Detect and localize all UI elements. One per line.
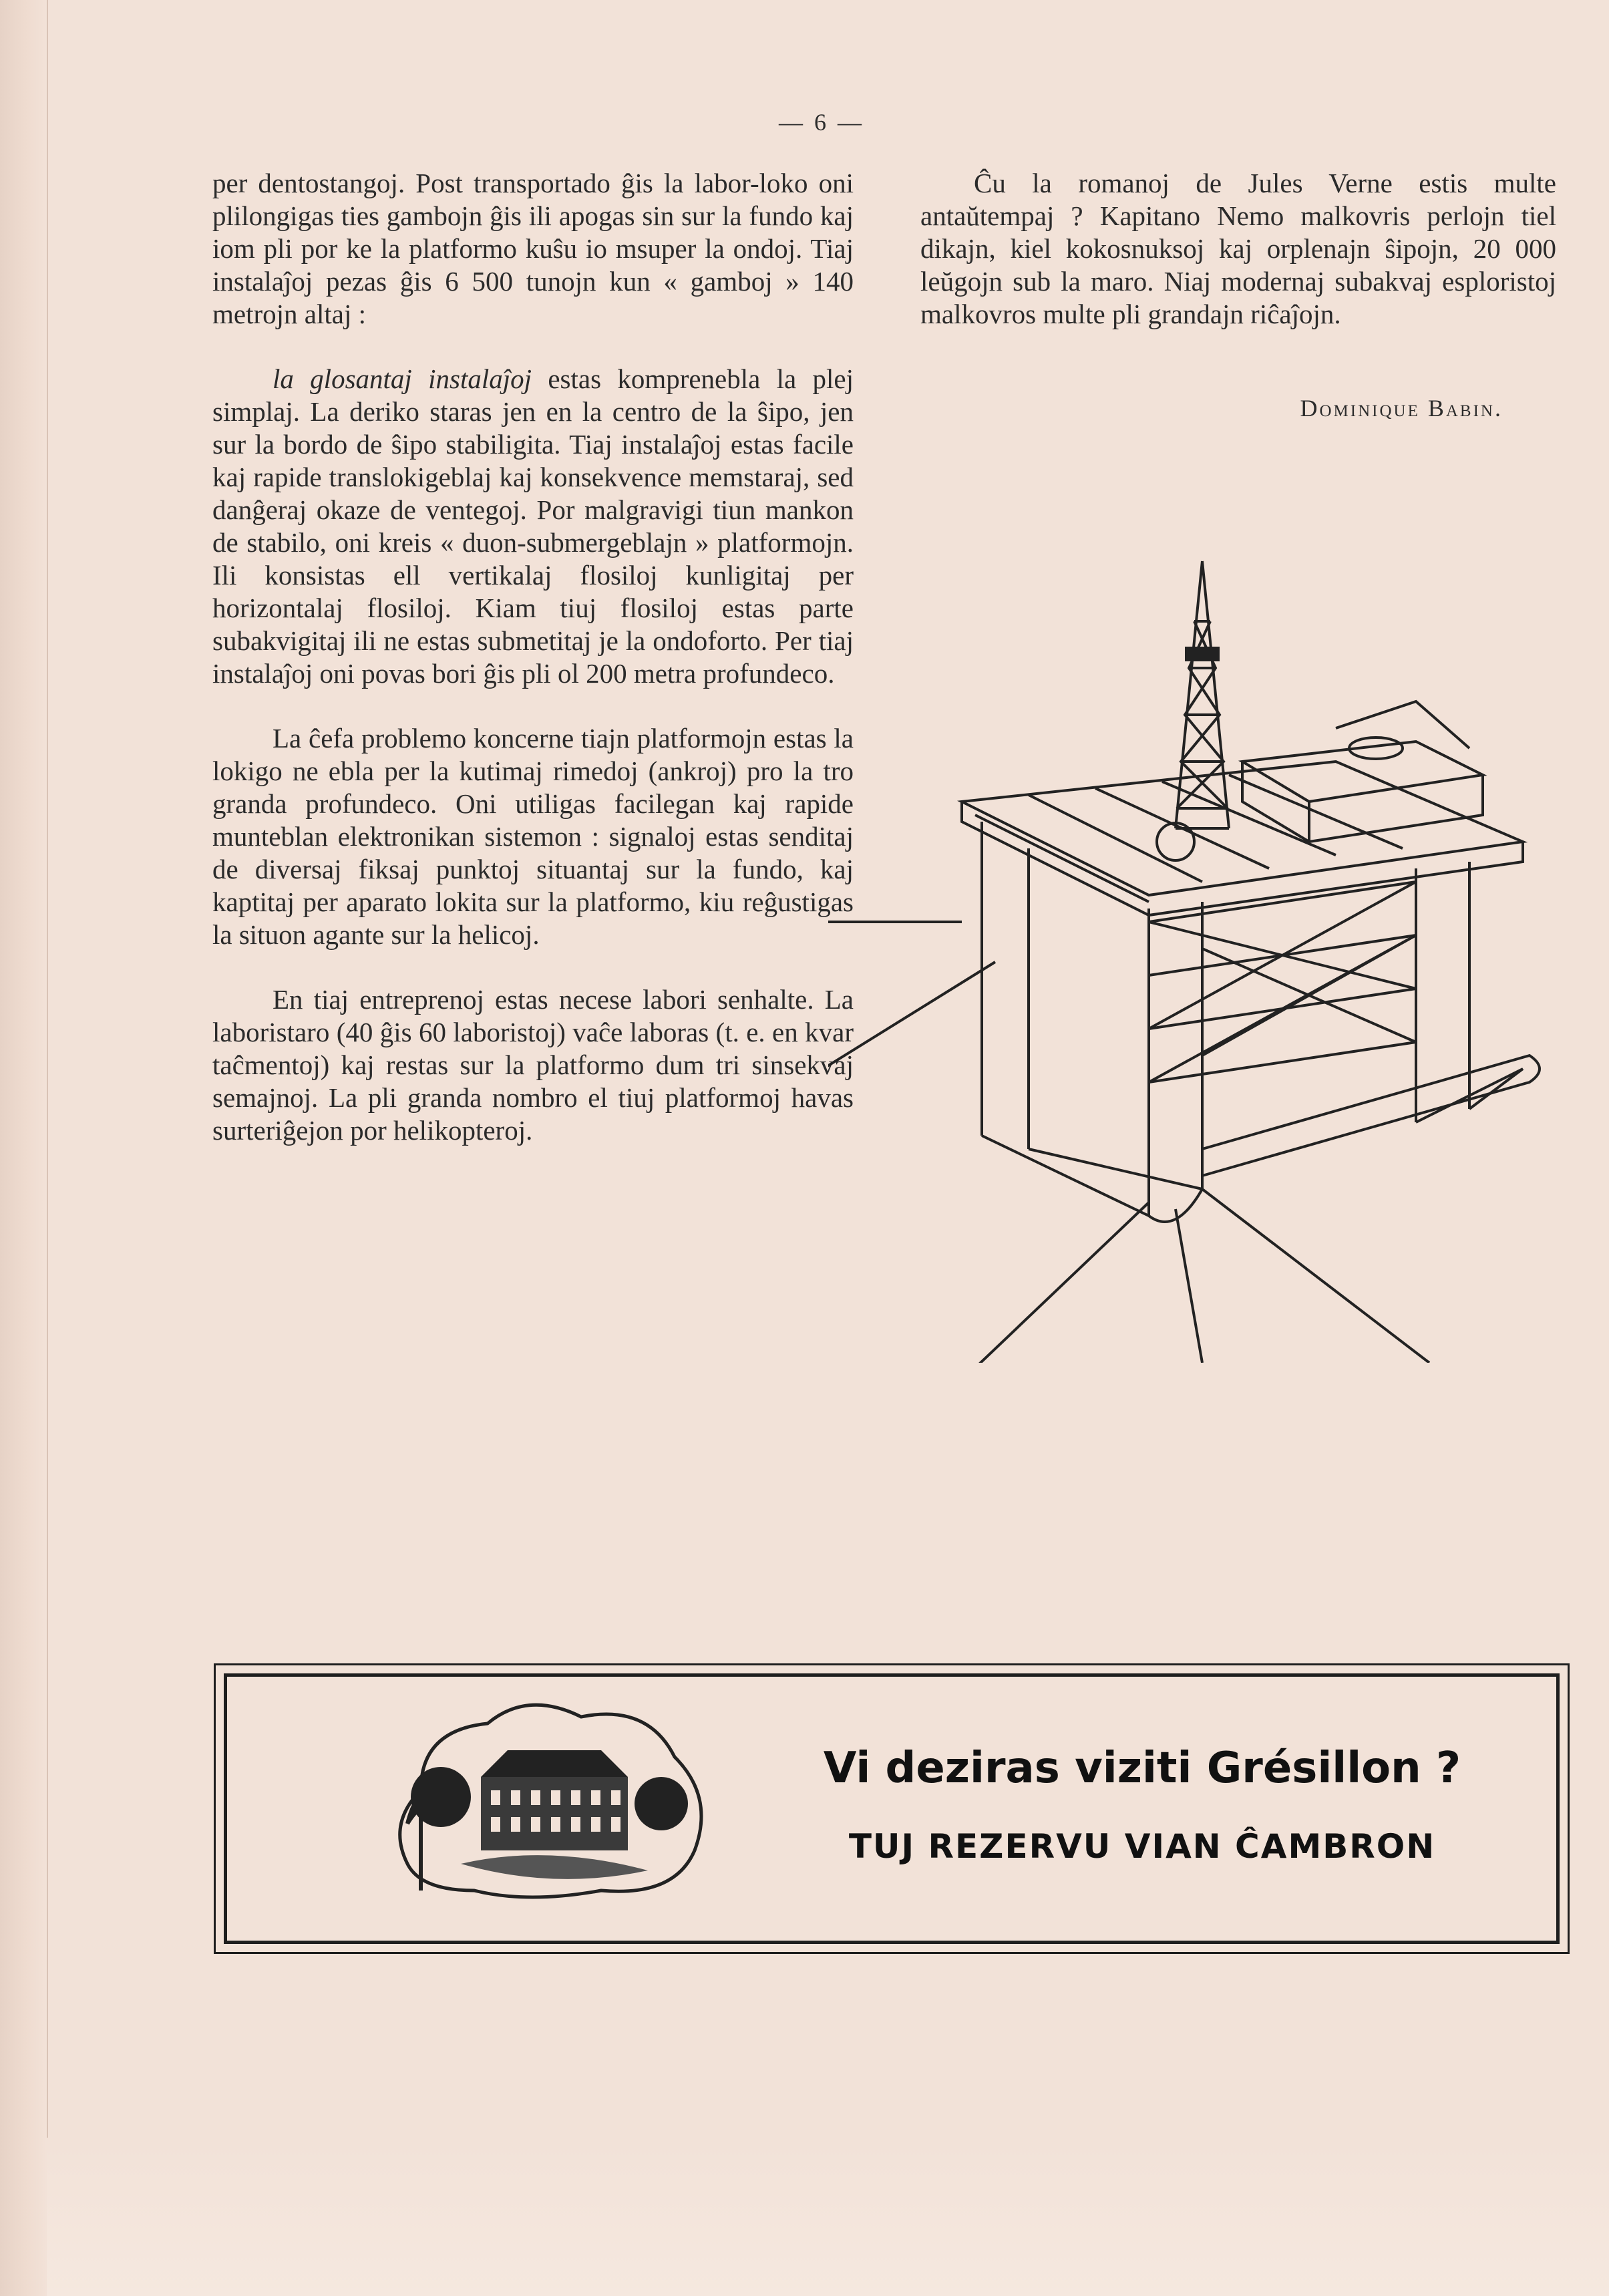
left-paragraph-3: La ĉefa problemo koncerne tiajn platformojn estas la lokigo ne ebla per la kutimaj rimedoj (ankroj) pro la tro granda profundeco. Oni utiligas facilegan kaj rapide munteblan elektronikan sistemon : signaloj estas senditaj de diversaj fiksaj punktoj situantaj sur la fundo, kaj kaptitaj per aparato lokita sur la platformo, kiu reĝustigas la situon agante sur la helicoj. <box>212 723 854 950</box>
ad-headline: Vi deziras viziti Grésillon ? <box>823 1744 1461 1793</box>
right-column <box>920 167 1556 331</box>
paper-bottom-margin <box>47 2138 1609 2296</box>
ad-subline: TUJ REZERVU VIAN ĈAMBRON <box>848 1827 1436 1866</box>
paper-edge <box>0 0 48 2296</box>
right-paragraph-1: Ĉu la romanoj de Jules Verne estis multe antaŭtempaj ? Kapitano Nemo malkovris perlojn tiel dikajn, kiel kokosnuksoj kaj orplenajn ŝipojn, 20 000 leŭgojn sub la maro. Niaj modernaj subakvaj esploristoj malkovros multe pli grandajn riĉaĵojn. <box>920 168 1556 329</box>
left-paragraph-2 <box>212 363 854 690</box>
italic-term: la glosantaj instalaĵoj <box>273 363 532 394</box>
left-paragraph-2-text: estas komprenebla la plej simplaj. La deriko staras jen en la centro de la ŝipo, jen sur la bordo de ŝipo stabiligita. Tiaj instalaĵoj estas facile kaj rapide translokigeblaj kaj konsekvence memstaraj, sed danĝeraj okaze de ventegoj. Por malgravigi tiun mankon de stabilo, oni kreis « duon-submergeblajn » platformojn. Ili konsistas ell vertikalaj flosiloj kunligitaj per horizontalaj flosiloj. Kiam tiuj flosiloj estas parte subakvigitaj ili ne estas submetitaj je la ondoforto. Per tiaj instalaĵoj oni povas bori ĝis pli ol 200 metra profundeco. <box>212 363 854 689</box>
page-number: — 6 — <box>779 109 864 136</box>
advertisement-box <box>224 1673 1560 1944</box>
oil-platform-illustration <box>828 548 1576 1363</box>
left-column <box>212 167 854 1179</box>
left-paragraph-1: per dentostangoj. Post transportado ĝis la labor-loko oni plilongigas ties gambojn ĝis ili apogas sin sur la fundo kaj iom pli por ke la platformo kuŝu io msuper la ondoj. Tiaj instalaĵoj pezas ĝis 6 500 tunojn kun « gamboj » 140 metrojn altaj : <box>212 168 854 329</box>
author-signature: Dominique Babin. <box>1300 395 1503 422</box>
left-paragraph-4: En tiaj entreprenoj estas necese labori senhalte. La laboristaro (40 ĝis 60 laboristoj) vaĉe laboras (t. e. en kvar taĉmentoj) kaj restas sur la platformo dum tri sinsekvaj semajnoj. La pli granda nombro el tiuj platformoj havas surteriĝejon por helikopteroj. <box>212 984 854 1146</box>
chateau-logo <box>381 1690 715 1911</box>
